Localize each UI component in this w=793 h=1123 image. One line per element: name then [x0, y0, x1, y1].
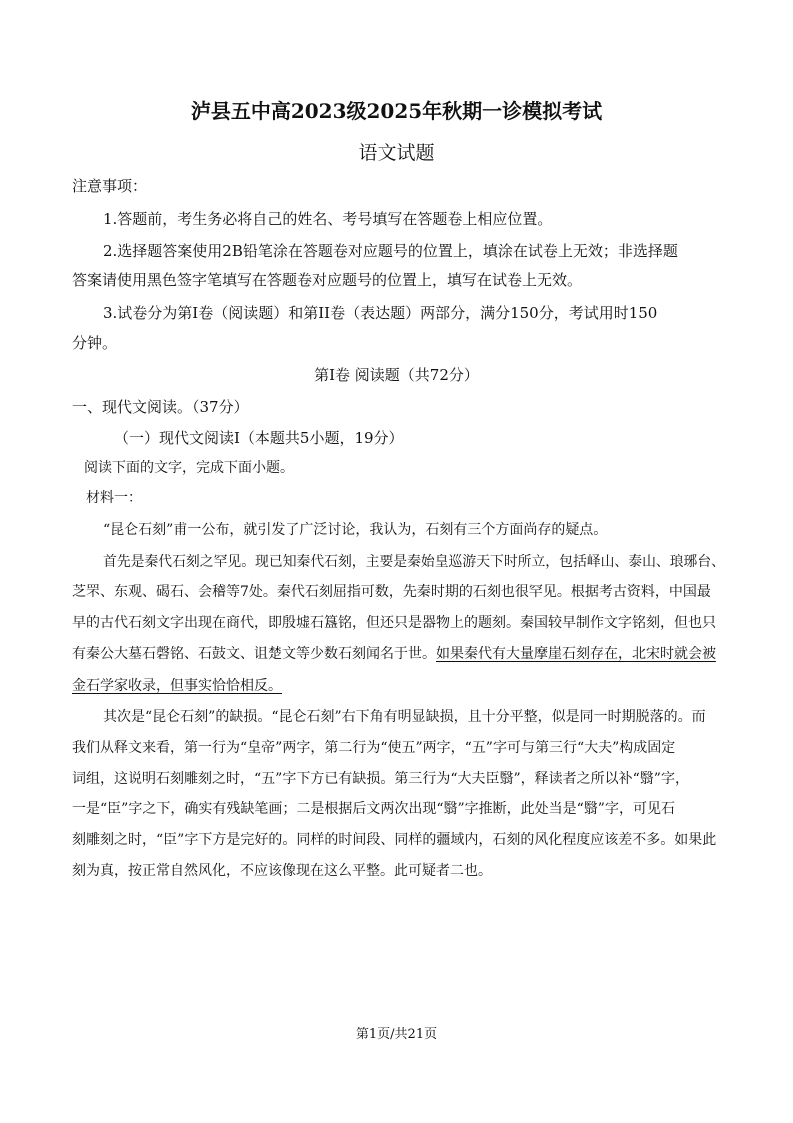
passage-underlined-sentence-part-2: 金石学家收录，但事实恰恰相反。 [72, 678, 282, 694]
notice-item-3-line-1: 3.试卷分为第I卷（阅读题）和第II卷（表达题）两部分，满分150分，考试用时150 [103, 304, 658, 322]
passage-underlined-sentence-part-1: 如果秦代有大量摩崖石刻存在，北宋时就会被 [436, 646, 716, 662]
material-label: 材料一： [86, 490, 142, 506]
passage-paragraph-2-line-1: 首先是秦代石刻之罕见。现已知秦代石刻，主要是秦始皇巡游天下时所立，包括峄山、泰山、琅琊台、 [103, 554, 725, 570]
passage-paragraph-3-line-2: 我们从释文来看，第一行为“皇帝”两字，第二行为“使五”两字，“五”字可与第三行“大夫”构成固定 [72, 740, 676, 756]
passage-paragraph-3-line-1: 其次是“昆仑石刻”的缺损。“昆仑石刻”右下角有明显缺损，且十分平整，似是同一时期脱落的。而 [103, 709, 706, 725]
notice-item-2-line-1: 2.选择题答案使用2B铅笔涂在答题卷对应题号的位置上，填涂在试卷上无效；非选择题 [103, 242, 678, 260]
passage-paragraph-3-line-4: 一是“臣”字之下，确实有残缺笔画；二是根据后文两次出现“翳”字推断，此处当是“翳”字，可见石 [72, 801, 675, 817]
subpart-heading: （一）现代文阅读I（本题共5小题，19分） [114, 429, 404, 447]
passage-paragraph-1: “昆仑石刻”甫一公布，就引发了广泛讨论，我认为，石刻有三个方面尚存的疑点。 [103, 522, 608, 538]
volume-heading: 第I卷 阅读题（共72分） [314, 366, 479, 384]
passage-paragraph-3-line-3: 词组，这说明石刻雕刻之时，“五”字下方已有缺损。第三行为“大夫臣翳”，释读者之所以补“翳”字， [72, 771, 689, 787]
page-number: 第1页/共21页 [355, 1027, 438, 1042]
exam-title: 泸县五中高2023级2025年秋期一诊模拟考试 [190, 99, 603, 123]
part-heading: 一、现代文阅读。（37分） [72, 398, 249, 416]
notice-item-2-line-2: 答案请使用黑色签字笔填写在答题卷对应题号的位置上，填写在试卷上无效。 [72, 271, 583, 289]
notice-item-3-line-2: 分钟。 [72, 334, 118, 352]
passage-paragraph-3-line-6: 刻为真，按正常自然风化，不应该像现在这么平整。此可疑者二也。 [72, 863, 492, 879]
reading-instruction: 阅读下面的文字，完成下面小题。 [84, 460, 294, 476]
passage-paragraph-2-line-3: 早的古代石刻文字出现在商代，即殷墟石簋铭，但还只是器物上的题刻。秦国较早制作文字铭刻，但也只 [72, 615, 716, 631]
notice-heading: 注意事项： [72, 177, 148, 195]
passage-paragraph-2-line-4 [72, 645, 716, 663]
passage-paragraph-2-line-4-plain: 有秦公大墓石磬铭、石鼓文、诅楚文等少数石刻闻名于世。 [72, 646, 436, 662]
passage-paragraph-3-line-5: 刻雕刻之时，“臣”字下方是完好的。同样的时间段、同样的疆域内，石刻的风化程度应该差不多。如果此 [72, 832, 717, 848]
notice-item-1: 1.答题前，考生务必将自己的姓名、考号填写在答题卷上相应位置。 [103, 210, 553, 228]
exam-subject: 语文试题 [358, 142, 435, 164]
passage-paragraph-2-line-2: 芝罘、东观、碣石、会稽等7处。秦代石刻屈指可数，先秦时期的石刻也很罕见。根据考古资料，中国最 [72, 584, 711, 600]
